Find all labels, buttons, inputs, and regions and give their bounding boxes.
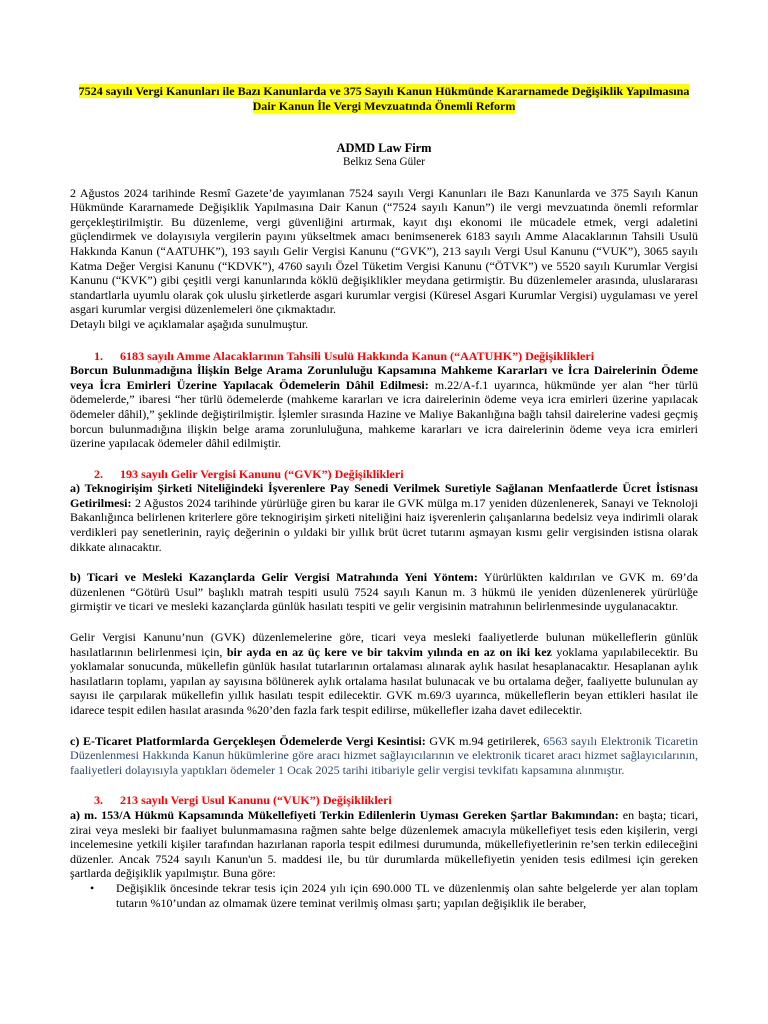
paragraph-emphasis: bir ayda en az üç kere ve bir takvim yılında en az on iki kez [222, 644, 552, 659]
paragraph-text: 2 Ağustos 2024 tarihinde yürürlüğe giren bu karar ile GVK mülga m.17 yeniden düzenlenerek, Sanayi ve Teknoloji Bakanlığınca belirlenen kriterlere göre teknogirişim şirketi niteliğini haiz işverenlerin çalışanlarına bedelsiz veya indirimli olarak verdikleri pay senetlerinin, rayiç değerinin o yıldaki bir yıllık brüt ücret tutarını aşmayan kısmı gelir vergisinden istisna olarak dikkate alınacaktır. [70, 495, 698, 554]
paragraph-text: Gelir Vergisi Kanunu’nun (GVK) düzenlemelerine göre, ticari veya mesleki faaliyetlerde bulunan mükelleflerin günlük hasılatlarının belirlenmesi için, [70, 630, 698, 659]
title-highlight: 7524 sayılı Vergi Kanunları ile Bazı Kanunlarda ve 375 Sayılı Kanun Hükmünde Kararnamede Değişiklik Yapılmasına Dair Kanun İle Vergi Mevzuatında Önemli Reform [78, 84, 690, 113]
section-title: 213 sayılı Vergi Usul Kanunu (“VUK”) Değişiklikleri [120, 793, 392, 808]
paragraph-lead: Borcun Bulunmadığına İlişkin Belge Arama Zorunluluğu Kapsamına Mahkeme Kararları ve İcra Dairelerinin Ödeme veya İcra Emirleri Üzerine Yapılacak Ödemelerin Dâhil Edilmesi: [70, 363, 698, 392]
document-title [70, 84, 698, 114]
intro-note: Detaylı bilgi ve açıklamalar aşağıda sunulmuştur. [70, 316, 309, 331]
paragraph-text: GVK m.94 getirilerek, [425, 733, 540, 748]
paragraph-blue-text: 6563 sayılı Elektronik Ticaretin Düzenlenmesi Hakkında Kanun hükümlerine göre aracı hizmet sağlayıcılarının ve elektronik ticaret aracı hizmet sağlayıcılarının, faaliyetleri dolayısıyla yaptıkları ödemeler 1 Ocak 2025 tarihi itibariyle gelir vergisi tevkifatı kapsamına alınmıştır. [70, 733, 699, 777]
section-title: 193 sayılı Gelir Vergisi Kanunu (“GVK”) Değişiklikleri [120, 466, 404, 481]
section-heading-1 [70, 349, 698, 364]
paragraph-text: Yürürlükten kaldırılan ve GVK m. 69’da düzenlenen “Götürü Usul” başlıklı matrah tespiti usulü 7524 sayılı Kanun m. 3 hükmü ile yeniden düzenlenerek yürürlüğe girmiştir ve ticari ve mesleki kazançlarda günlük hasılatı tespiti ve gelir vergisinin matrahının belirlenmesinde uygulanacaktır. [70, 570, 698, 614]
intro-paragraph: 2 Ağustos 2024 tarihinde Resmî Gazete’de yayımlanan 7524 sayılı Vergi Kanunları ile Bazı Kanunlarda ve 375 Sayılı Kanun Hükmünde Kararnamede Değişiklik Yapılmasına Dair Kanun (“7524 sayılı Kanun”) ile vergi mevzuatında önemli reformlar gerçekleştirilmiştir. Bu düzenleme, vergi güvenliğini artırmak, kayıt dışı ekonomi ile mücadele etmek, vergi adaletini güçlendirmek ve dolayısıyla vergilerin payını yükseltmek amacı benimsenerek 6183 sayılı Amme Alacaklarının Tahsili Usulü Hakkında Kanun (“AATUHK”), 193 sayılı Gelir Vergisi Kanunu (“GVK”), 213 sayılı Vergi Usul Kanunu (“VUK”), 3065 sayılı Katma Değer Vergisi Kanunu (“KDVK”), 4760 sayılı Özel Tüketim Vergisi Kanunu (“ÖTVK”) ve 5520 sayılı Kurumlar Vergisi Kanunu (“KVK”) gibi çeşitli vergi kanunlarında köklü değişiklikler meydana getirmiştir. Bu düzenlemeler arasında, uluslararası standartlarla uyumlu olarak çok uluslu şirketlerde asgari kurumlar vergisi (Küresel Asgari Kurumlar Vergisi) uygulaması ve yerel asgari kurumlar vergisi düzenlemeleri öne çıkmaktadır. [70, 185, 698, 317]
paragraph-lead: a) m. 153/A Hükmü Kapsamında Mükellefiyeti Terkin Edilenlerin Uyması Gereken Şartlar Bakımından: [70, 807, 619, 822]
section-3a-paragraph [70, 808, 698, 881]
section-2b-detail-paragraph [70, 630, 698, 718]
section-heading-2 [70, 467, 698, 482]
paragraph-text: en başta; ticari, zirai veya mesleki bir faaliyet bulunmamasına rağmen sahte belge düzenlemek amacıyla mükellefiyet tesis eden kişilerin, vergi incelemesine yetkili kişiler tarafından hazırlanan raporla tespit edilmesi durumunda, mükellefiyetlerinin re’sen terkin edileceğini düzenler. Ancak 7524 sayılı Kanun'un 5. maddesi ile, bu tür durumlarda mükellefiyetin yeniden tesis edilmesi için gereken şartlarda değişiklik yapılmıştır. Buna göre: [70, 807, 698, 881]
section-number: 1. [94, 348, 104, 363]
author-name: Belkız Sena Güler [342, 155, 426, 168]
firm-name: ADMD Law Firm [336, 141, 432, 155]
section-2a-paragraph [70, 481, 698, 554]
section-2b-paragraph [70, 570, 698, 614]
section-number: 3. [94, 793, 104, 808]
bullet-list [70, 881, 698, 910]
paragraph-text: yoklama yapılabilecektir. Bu yoklamalar sonucunda, mükellefin günlük hasılat tutarlarının ortalaması alınarak aylık hasılat hesaplanacaktır. Hesaplanan aylık hasılatların toplamı, yapılan ay sayısına bölünerek aylık ortalama hasılat bulunacak ve bu ortalama değer, faaliyette bulunulan ay sayısı ile çarpılarak mükellefin yıllık hasılatı tespit edilecektir. GVK m.69/3 uyarınca, mükelleflerin beyan ettikleri hasılat ile idarece tespit edilen hasılat arasında %20’den fazla fark tespit edilirse, mükellefler izaha davet edilecektir. [70, 644, 698, 717]
section-1-paragraph [70, 363, 698, 451]
list-item [70, 881, 698, 910]
bullet-icon: • [90, 880, 95, 895]
section-2c-paragraph [70, 734, 698, 778]
section-title: 6183 sayılı Amme Alacaklarının Tahsili Usulü Hakkında Kanun (“AATUHK”) Değişiklikleri [120, 348, 595, 363]
list-item-text: Değişiklik öncesinde tekrar tesis için 2024 yılı için 690.000 TL ve düzenlenmiş olan sahte belgelerde yer alan toplam tutarın %10’undan az olmamak üzere teminat verilmiş olması şartı; yapılan değişiklik ile beraber, [116, 880, 698, 910]
section-number: 2. [94, 466, 104, 481]
paragraph-lead: b) Ticari ve Mesleki Kazançlarda Gelir Vergisi Matrahında Yeni Yöntem: [70, 570, 478, 585]
section-heading-3 [70, 793, 698, 808]
paragraph-lead: c) E-Ticaret Platformlarda Gerçekleşen Ödemelerde Vergi Kesintisi: [70, 733, 426, 748]
paragraph-lead: a) Teknogirişim Şirketi Niteliğindeki İşverenlere Pay Senedi Verilmek Suretiyle Sağlanan Menfaatlerde Ücret İstisnası Getirilmesi: [70, 481, 698, 510]
paragraph-text: m.22/A-f.1 uyarınca, hükmünde yer alan “her türlü ödemelerde,” ibaresi “her türlü ödemelerde (mahkeme kararları ve icra dairelerinin ödeme veya icra emirleri üzerine yapılacak ödemeler dâhil),” şeklinde değiştirilmiştir. İşlemler sırasında Hazine ve Maliye Bakanlığına bağlı tahsil dairelerine vadesi geçmiş borcun bulunmadığına ilişkin belge arama zorunluluğuna, mahkeme kararları ve icra dairelerinin ödeme veya icra emirleri üzerine yapılacak ödemeler dâhil edilmiştir. [70, 377, 698, 451]
